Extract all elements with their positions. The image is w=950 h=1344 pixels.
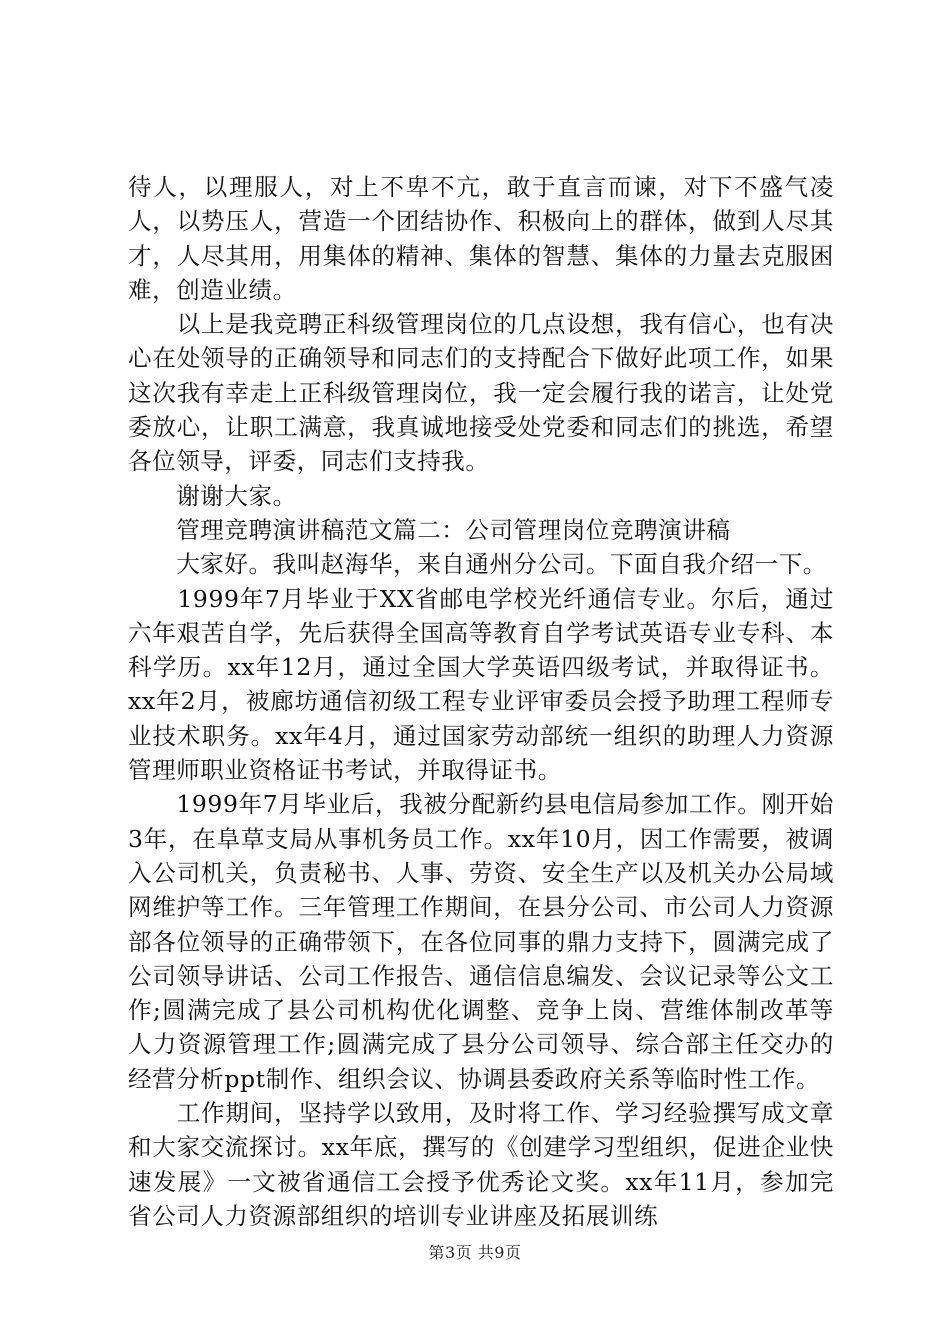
paragraph-achievements: 工作期间，坚持学以致用，及时将工作、学习经验撰写成文章和大家交流探讨。xx年底，撰写的《创建学习型组织，促进企业快速发展》一文被省通信工会授予优秀论文奖。xx年11月，参加完省公司人力资源部组织的培训专业讲座及拓展训练	[128, 1099, 834, 1230]
document-body	[128, 170, 834, 1233]
page-number-footer: 第3页 共9页	[428, 1243, 522, 1262]
section-heading: 管理竞聘演讲稿范文篇二：公司管理岗位竞聘演讲稿	[128, 515, 731, 544]
paragraph-conclusion: 以上是我竞聘正科级管理岗位的几点设想，我有信心，也有决心在处领导的正确领导和同志们的支持配合下做好此项工作，如果这次我有幸走上正科级管理岗位，我一定会履行我的诺言，让处党委放心，让职工满意，我真诚地接受处党委和同志们的挑选，希望各位领导，评委，同志们支持我。	[128, 310, 834, 476]
paragraph-thanks: 谢谢大家。	[128, 481, 297, 510]
paragraph-continuation: 待人，以理服人，对上不卑不亢，敢于直言而谏，对下不盛气凌人，以势压人，营造一个团结协作、积极向上的群体，做到人尽其才，人尽其用，用集体的精神、集体的智慧、集体的力量去克服困难，创造业绩。	[128, 173, 834, 304]
paragraph-work-history: 1999年7月毕业后，我被分配新约县电信局参加工作。刚开始3年，在阜草支局从事机务员工作。xx年10月，因工作需要，被调入公司机关，负责秘书、人事、劳资、安全生产以及机关办公局域网维护等工作。三年管理工作期间，在县分公司、市公司人力资源部各位领导的正确带领下，在各位同事的鼎力支持下，圆满完成了公司领导讲话、公司工作报告、通信信息编发、会议记录等公文工作;圆满完成了县公司机构优化调整、竞争上岗、营维体制改革等人力资源管理工作;圆满完成了县分公司领导、综合部主任交办的经营分析ppt制作、组织会议、协调县委政府关系等临时性工作。	[128, 790, 834, 1093]
paragraph-education: 1999年7月毕业于XX省邮电学校光纤通信专业。尔后，通过六年艰苦自学，先后获得全国高等教育自学考试英语专业专科、本科学历。xx年12月，通过全国大学英语四级考试，并取得证书。xx年2月，被廊坊通信初级工程专业评审委员会授予助理工程师专业技术职务。xx年4月，通过国家劳动部统一组织的助理人力资源管理师职业资格证书考试，并取得证书。	[128, 584, 834, 785]
paragraph-greeting: 大家好。我叫赵海华，来自通州分公司。下面自我介绍一下。	[128, 550, 827, 579]
